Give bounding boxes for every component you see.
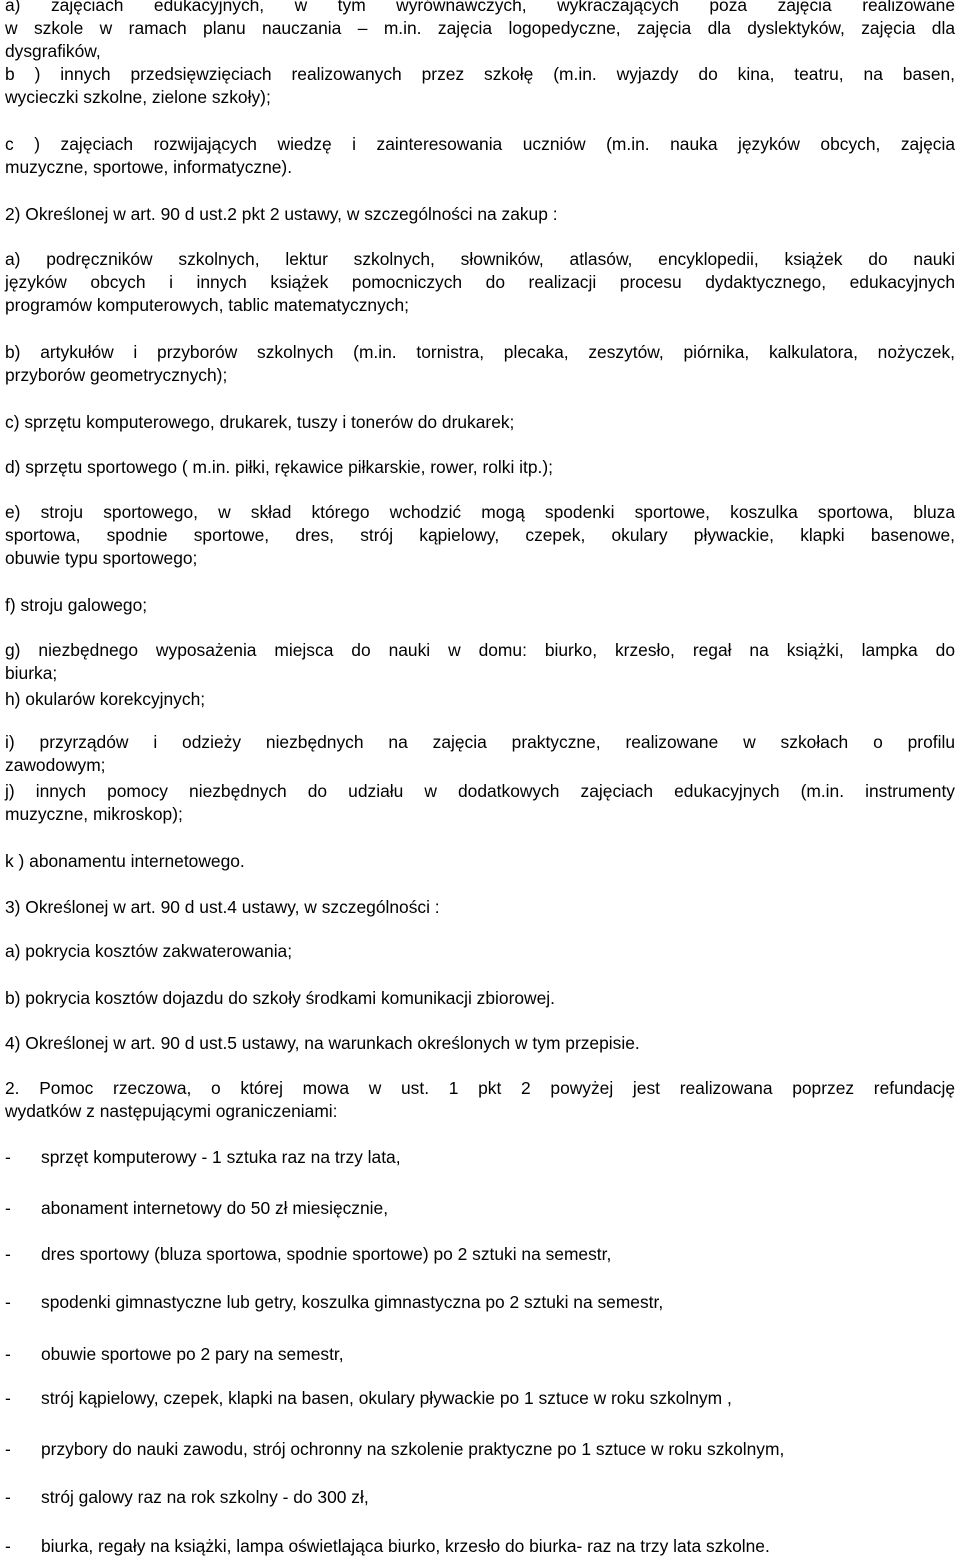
paragraph-line: b) artykułów i przyborów szkolnych (m.in. tornistra, plecaka, zeszytów, piórnika, kalkulatora, nożyczek, — [5, 342, 955, 362]
list-dash: - — [5, 1344, 11, 1364]
paragraph-line: wycieczki szkolne, zielone szkoły); — [5, 87, 271, 107]
paragraph-line: 3) Określonej w art. 90 d ust.4 ustawy, w szczególności : — [5, 897, 440, 917]
list-item-text: strój galowy raz na rok szkolny - do 300 zł, — [41, 1487, 369, 1507]
paragraph-line: sportowa, spodnie sportowe, dres, strój kąpielowy, czepek, okulary pływackie, klapki basenowe, — [5, 525, 955, 545]
paragraph-line: zawodowym; — [5, 755, 106, 775]
paragraph-line: 2. Pomoc rzeczowa, o której mowa w ust. 1 pkt 2 powyżej jest realizowana poprzez refundację — [5, 1078, 955, 1098]
paragraph-line: e) stroju sportowego, w skład którego wchodzić mogą spodenki sportowe, koszulka sportowa, bluza — [5, 502, 955, 522]
paragraph-line: języków obcych i innych książek pomocniczych do realizacji procesu dydaktycznego, edukacyjnych — [5, 272, 955, 292]
list-dash: - — [5, 1487, 11, 1507]
paragraph-line: przyborów geometrycznych); — [5, 365, 228, 385]
list-item-text: abonament internetowy do 50 zł miesięcznie, — [41, 1198, 389, 1218]
paragraph-line: h) okularów korekcyjnych; — [5, 689, 206, 709]
paragraph-line: b ) innych przedsięwzięciach realizowanych przez szkołę (m.in. wyjazdy do kina, teatru, na basen, — [5, 64, 955, 84]
paragraph-line: programów komputerowych, tablic matematycznych; — [5, 295, 410, 315]
list-item-text: spodenki gimnastyczne lub getry, koszulka gimnastyczna po 2 sztuki na semestr, — [41, 1292, 664, 1312]
paragraph-line: b) pokrycia kosztów dojazdu do szkoły środkami komunikacji zbiorowej. — [5, 988, 555, 1008]
paragraph-line: d) sprzętu sportowego ( m.in. piłki, rękawice piłkarskie, rower, rolki itp.); — [5, 457, 553, 477]
paragraph-line: c ) zajęciach rozwijających wiedzę i zainteresowania uczniów (m.in. nauka języków obcych, zajęcia — [5, 134, 955, 154]
paragraph-line: muzyczne, mikroskop); — [5, 804, 183, 824]
paragraph-line: w szkole w ramach planu nauczania – m.in. zajęcia logopedyczne, zajęcia dla dyslektyków, zajęcia dla — [5, 18, 955, 38]
list-dash: - — [5, 1439, 11, 1459]
paragraph-line: f) stroju galowego; — [5, 595, 148, 615]
list-dash: - — [5, 1292, 11, 1312]
list-item-text: dres sportowy (bluza sportowa, spodnie sportowe) po 2 sztuki na semestr, — [41, 1244, 612, 1264]
paragraph-line: k ) abonamentu internetowego. — [5, 851, 245, 871]
list-item-text: obuwie sportowe po 2 pary na semestr, — [41, 1344, 344, 1364]
paragraph-line: j) innych pomocy niezbędnych do udziału w dodatkowych zajęciach edukacyjnych (m.in. instrumenty — [5, 781, 955, 801]
paragraph-line: obuwie typu sportowego; — [5, 548, 198, 568]
paragraph-line: i) przyrządów i odzieży niezbędnych na zajęcia praktyczne, realizowane w szkołach o profilu — [5, 732, 955, 752]
paragraph-line: wydatków z następującymi ograniczeniami: — [5, 1101, 338, 1121]
paragraph-line: c) sprzętu komputerowego, drukarek, tuszy i tonerów do drukarek; — [5, 412, 515, 432]
list-dash: - — [5, 1198, 11, 1218]
paragraph-line: g) niezbędnego wyposażenia miejsca do nauki w domu: biurko, krzesło, regał na książki, lampka do — [5, 640, 955, 660]
list-item-text: przybory do nauki zawodu, strój ochronny na szkolenie praktyczne po 1 sztuce w roku szkolnym, — [41, 1439, 785, 1459]
paragraph-line: a) zajęciach edukacyjnych, w tym wyrównawczych, wykraczających poza zajęcia realizowane — [5, 0, 955, 15]
list-dash: - — [5, 1244, 11, 1264]
paragraph-line: 4) Określonej w art. 90 d ust.5 ustawy, na warunkach określonych w tym przepisie. — [5, 1033, 640, 1053]
paragraph-line: a) podręczników szkolnych, lektur szkolnych, słowników, atlasów, encyklopedii, książek do nauki — [5, 249, 955, 269]
list-dash: - — [5, 1388, 11, 1408]
list-dash: - — [5, 1536, 11, 1556]
list-item-text: strój kąpielowy, czepek, klapki na basen, okulary pływackie po 1 sztuce w roku szkolnym , — [41, 1388, 732, 1408]
paragraph-line: dysgrafików, — [5, 41, 101, 61]
paragraph-line: a) pokrycia kosztów zakwaterowania; — [5, 941, 293, 961]
paragraph-line: 2) Określonej w art. 90 d ust.2 pkt 2 ustawy, w szczególności na zakup : — [5, 204, 558, 224]
list-dash: - — [5, 1147, 11, 1167]
list-item-text: sprzęt komputerowy - 1 sztuka raz na trzy lata, — [41, 1147, 401, 1167]
paragraph-line: biurka; — [5, 663, 58, 683]
list-item-text: biurka, regały na książki, lampa oświetlająca biurko, krzesło do biurka- raz na trzy lata szkolne. — [41, 1536, 770, 1556]
paragraph-line: muzyczne, sportowe, informatyczne). — [5, 157, 293, 177]
